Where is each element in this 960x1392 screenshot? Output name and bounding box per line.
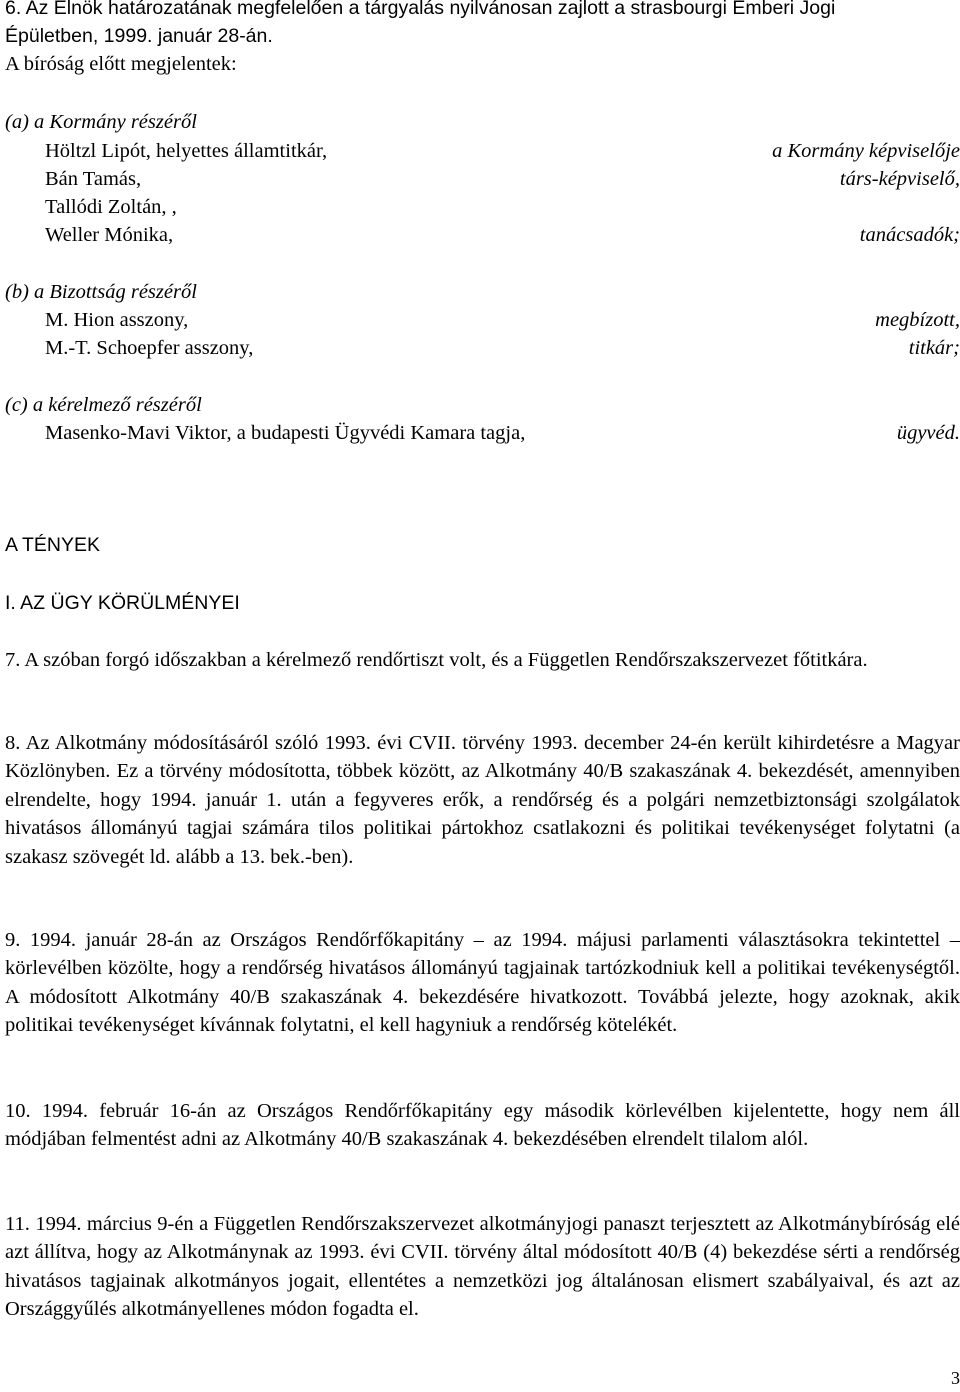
commission-role-1: megbízott,: [875, 309, 960, 331]
subsection-title: I. AZ ÜGY KÖRÜLMÉNYEI: [5, 592, 240, 614]
commission-heading: (b) a Bizottság részéről: [5, 281, 197, 303]
government-heading: (a) a Kormány részéről: [5, 111, 197, 133]
government-role-1: a Kormány képviselője: [772, 140, 960, 162]
applicant-heading: (c) a kérelmező részéről: [5, 394, 202, 416]
paragraph-10: 10. 1994. február 16-án az Országos Rendőrfőkapitány egy második körlevélben kijelentette, hogy nem áll módjában felmentést adni az Alkotmány 40/B szakaszának 4. bekezdésében elrendelt tilalom alól.: [5, 1100, 960, 1151]
paragraph-8: 8. Az Alkotmány módosításáról szóló 1993. évi CVII. törvény 1993. december 24-én került kihirdetésre a Magyar Közlönyben. Ez a törvény módosította, többek között, az Alkotmány 40/B szakaszának 4. bekezdését, amennyiben elrendelte, hogy 1994. január 1. után a fegyveres erők, a rendőrség és a polgári nemzetbiztonsági szolgálatok hivatásos állományú tagjai számára tilos politikai pártokhoz csatlakozni és politikai tevékenységet folytatni (a szakasz szövegét ld. alább a 13. bek.-ben).: [5, 732, 960, 868]
commission-name-2: M.-T. Schoepfer asszony,: [45, 337, 254, 359]
paragraph-7: 7. A szóban forgó időszakban a kérelmező rendőrtiszt volt, és a Független Rendőrszakszervezet főtitkára.: [5, 649, 868, 671]
government-name-4: Weller Mónika,: [45, 224, 174, 246]
section-title: A TÉNYEK: [5, 534, 101, 556]
commission-role-2: titkár;: [908, 337, 960, 359]
government-role-3: tanácsadók;: [859, 224, 960, 246]
government-name-2: Bán Tamás,: [45, 168, 142, 190]
applicant-name: Masenko-Mavi Viktor, a budapesti Ügyvédi Kamara tagja,: [45, 422, 526, 444]
applicant-role: ügyvéd.: [896, 422, 960, 444]
government-name-3: Tallódi Zoltán, ,: [45, 196, 177, 218]
page-number: 3: [951, 1368, 960, 1388]
intro-line-2: Épületben, 1999. január 28-án.: [5, 25, 273, 47]
intro-line-3: A bíróság előtt megjelentek:: [5, 53, 237, 75]
intro-line-1: 6. Az Elnök határozatának megfelelően a tárgyalás nyilvánosan zajlott a strasbourgi Emberi Jogi: [5, 0, 836, 19]
paragraph-9: 9. 1994. január 28-án az Országos Rendőrfőkapitány – az 1994. májusi parlamenti választásokra tekintettel – körlevélben közölte, hogy a rendőrség hivatásos állományú tagjainak tartózkodniuk kell a politikai tevékenységtől. A módosított Alkotmány 40/B szakaszának 4. bekezdésére hivatkozott. Továbbá jelezte, hogy azoknak, akik politikai tevékenységet kívánnak folytatni, el kell hagyniuk a rendőrség kötelékét.: [5, 929, 960, 1037]
commission-name-1: M. Hion asszony,: [45, 309, 189, 331]
government-role-2: társ-képviselő,: [839, 168, 960, 190]
paragraph-11: 11. 1994. március 9-én a Független Rendőrszakszervezet alkotmányjogi panaszt terjesztett az Alkotmánybíróság elé azt állítva, hogy az Alkotmánynak az 1993. évi CVII. törvény által módosított 40/B (4) bekezdése sérti a rendőrség hivatásos tagjainak alkotmányos jogait, ellentétes a nemzetközi jog általánosan elismert szabályaival, és azt az Országgyűlés alkotmányellenes módon fogadta el.: [5, 1213, 960, 1321]
government-name-1: Höltzl Lipót, helyettes államtitkár,: [45, 140, 328, 162]
